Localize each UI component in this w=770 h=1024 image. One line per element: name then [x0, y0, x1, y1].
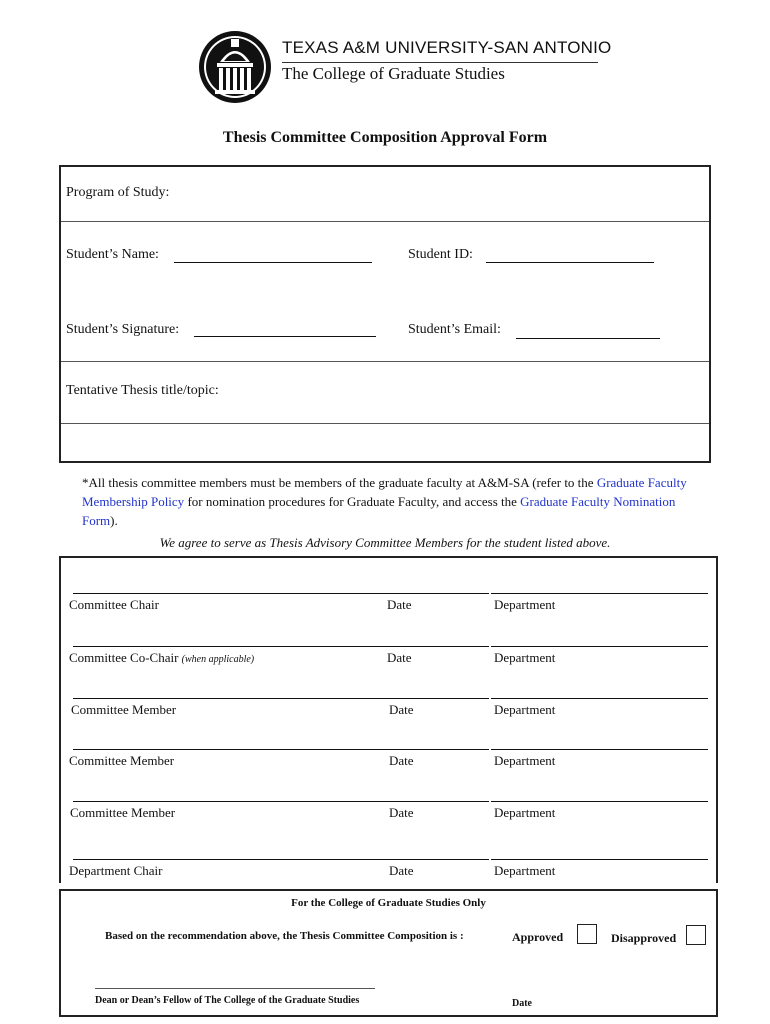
- university-name: TEXAS A&M UNIVERSITY-SAN ANTONIO: [282, 38, 612, 57]
- date-label: Date: [387, 597, 412, 612]
- office-use-box: [59, 889, 718, 1017]
- date-label: Date: [389, 863, 414, 878]
- dean-signature-label: Dean or Dean’s Fellow of The College of the Graduate Studies: [95, 995, 360, 1006]
- thesis-title-label: Tentative Thesis title/topic:: [66, 383, 219, 398]
- date-label: Date: [389, 805, 414, 820]
- form-title: Thesis Committee Composition Approval Form: [222, 129, 548, 146]
- graduate-faculty-nomination-form-link[interactable]: Graduate Faculty Nomination Form: [82, 494, 676, 528]
- department-line[interactable]: [491, 646, 708, 647]
- disapproved-checkbox[interactable]: [686, 925, 706, 945]
- signature-line[interactable]: [73, 698, 489, 699]
- approved-checkbox[interactable]: [577, 924, 597, 944]
- date-label: Date: [389, 702, 414, 717]
- disapproved-label: Disapproved: [611, 931, 677, 945]
- student-email-label: Student’s Email:: [408, 322, 501, 337]
- department-line[interactable]: [491, 593, 708, 594]
- committee-member-label: Committee Member: [71, 702, 177, 717]
- student-name-field[interactable]: [174, 262, 372, 263]
- signature-line[interactable]: [73, 801, 489, 802]
- committee-signature-box: [59, 556, 718, 883]
- committee-member-label: Committee Member: [70, 805, 176, 820]
- college-name: The College of Graduate Studies: [282, 64, 505, 83]
- agreement-statement: We agree to serve as Thesis Advisory Committee Members for the student listed above.: [159, 535, 611, 550]
- department-line[interactable]: [491, 698, 708, 699]
- date-label: Date: [389, 753, 414, 768]
- recommendation-text: Based on the recommendation above, the Thesis Committee Composition is :: [105, 930, 464, 942]
- faculty-note: [82, 473, 702, 530]
- student-signature-field[interactable]: [194, 336, 376, 337]
- note-text: ).: [110, 513, 118, 528]
- committee-co-chair-label: Committee Co-Chair (when applicable): [69, 650, 255, 665]
- department-label: Department: [494, 597, 556, 612]
- note-text: for nomination procedures for Graduate Faculty, and access the: [184, 494, 521, 509]
- student-id-field[interactable]: [486, 262, 654, 263]
- department-line[interactable]: [491, 859, 708, 860]
- note-text: *All thesis committee members must be members of the graduate faculty at A&M-SA (refer to the: [82, 475, 597, 490]
- dean-signature-line[interactable]: [95, 988, 375, 989]
- student-email-field[interactable]: [516, 338, 660, 339]
- department-label: Department: [494, 702, 556, 717]
- signature-line[interactable]: [73, 646, 489, 647]
- student-id-label: Student ID:: [408, 247, 473, 262]
- approved-label: Approved: [512, 930, 564, 944]
- office-use-title: For the College of Graduate Studies Only: [291, 897, 486, 909]
- graduate-faculty-membership-policy-link[interactable]: Graduate Faculty Membership Policy: [82, 475, 687, 509]
- student-info-box: [59, 165, 711, 463]
- student-name-label: Student’s Name:: [66, 247, 159, 262]
- thesis-title-field[interactable]: [61, 424, 709, 461]
- department-label: Department: [494, 753, 556, 768]
- signature-line[interactable]: [73, 593, 489, 594]
- header-divider: [282, 62, 598, 63]
- dome-seal-icon: [198, 30, 272, 104]
- program-of-study-label: Program of Study:: [66, 185, 170, 200]
- student-signature-label: Student’s Signature:: [66, 322, 180, 337]
- divider: [61, 221, 709, 222]
- signature-line[interactable]: [73, 859, 489, 860]
- divider: [61, 361, 709, 362]
- committee-chair-label: Committee Chair: [69, 597, 159, 612]
- committee-member-label: Committee Member: [69, 753, 175, 768]
- department-chair-label: Department Chair: [69, 863, 163, 878]
- signature-line[interactable]: [73, 749, 489, 750]
- department-label: Department: [494, 805, 556, 820]
- department-label: Department: [494, 863, 556, 878]
- date-label: Date: [387, 650, 412, 665]
- office-date-label: Date: [512, 998, 532, 1009]
- department-line[interactable]: [491, 801, 708, 802]
- department-label: Department: [494, 650, 556, 665]
- department-line[interactable]: [491, 749, 708, 750]
